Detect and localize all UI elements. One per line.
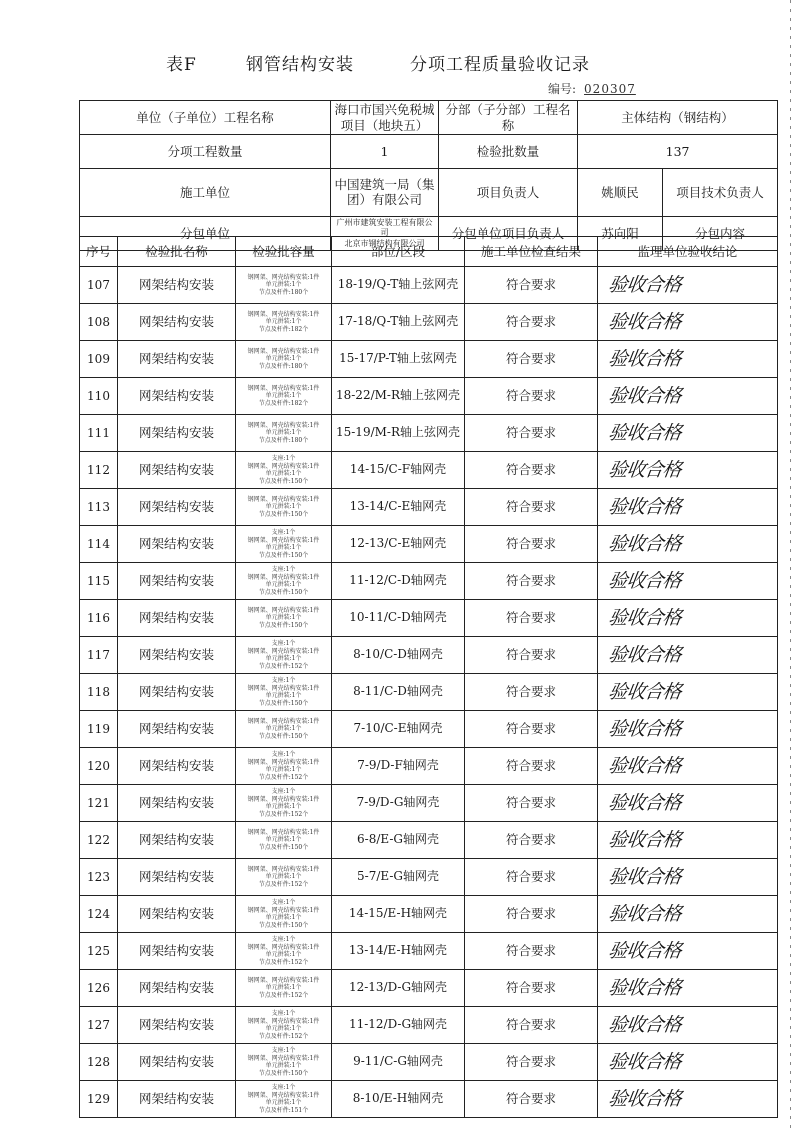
contractor-label: 施工单位 [80,169,331,217]
table-row [80,341,778,378]
col-location: 部位/区段 [332,237,465,267]
row-name: 网架结构安装 [118,452,236,489]
row-result: 符合要求 [465,378,598,415]
row-capacity [236,748,332,785]
row-capacity [236,1007,332,1044]
capacity-line: 节点及杆件:150个 [258,510,309,518]
row-no: 118 [80,674,118,711]
row-result: 符合要求 [465,970,598,1007]
row-location: 18-22/M-R轴上弦网壳 [332,378,465,415]
row-no: 113 [80,489,118,526]
row-conclusion-signature: 验收合格 [595,1081,780,1118]
table-row [80,526,778,563]
table-row [80,933,778,970]
capacity-line: 支座:1个 [271,1010,296,1017]
capacity-line: 支座:1个 [271,566,296,573]
row-conclusion-signature: 验收合格 [595,711,780,748]
row-no: 123 [80,859,118,896]
capacity-line: 节点及杆件:180个 [258,288,309,296]
capacity-line: 节点及杆件:150个 [258,1069,309,1077]
doc-no-label: 编号: [548,82,577,96]
capacity-line: 钢网架、网壳结构安装:1件 [247,943,320,951]
row-result: 符合要求 [465,452,598,489]
row-name: 网架结构安装 [118,489,236,526]
row-capacity [236,267,332,304]
capacity-line: 钢网架、网壳结构安装:1件 [247,573,320,581]
row-no: 124 [80,896,118,933]
row-name: 网架结构安装 [118,674,236,711]
row-conclusion-signature: 验收合格 [595,452,780,489]
row-no: 112 [80,452,118,489]
row-location: 6-8/E-G轴网壳 [332,822,465,859]
row-location: 5-7/E-G轴网壳 [332,859,465,896]
row-no: 109 [80,341,118,378]
row-capacity [236,859,332,896]
row-no: 128 [80,1044,118,1081]
capacity-line: 单元拼装:1个 [265,1025,302,1032]
capacity-line: 节点及杆件:150个 [258,621,309,629]
row-conclusion-signature: 验收合格 [595,600,780,637]
row-conclusion-signature: 验收合格 [595,970,780,1007]
row-conclusion-signature: 验收合格 [595,341,780,378]
capacity-line: 支座:1个 [271,529,296,536]
table-row [80,378,778,415]
row-result: 符合要求 [465,267,598,304]
row-capacity [236,452,332,489]
row-location: 14-15/E-H轴网壳 [332,896,465,933]
capacity-line: 支座:1个 [271,788,296,795]
capacity-line: 单元拼装:1个 [265,655,302,662]
row-result: 符合要求 [465,304,598,341]
table-row [80,637,778,674]
row-no: 127 [80,1007,118,1044]
row-name: 网架结构安装 [118,341,236,378]
row-conclusion-signature: 验收合格 [595,785,780,822]
row-no: 107 [80,267,118,304]
table-row [80,822,778,859]
capacity-line: 节点及杆件:182个 [258,399,309,407]
table-row [80,304,778,341]
table-row [80,415,778,452]
qty-value: 1 [331,135,439,169]
capacity-line: 节点及杆件:150个 [258,699,309,707]
row-capacity [236,341,332,378]
capacity-line: 钢网架、网壳结构安装:1件 [247,462,320,470]
row-name: 网架结构安装 [118,859,236,896]
row-name: 网架结构安装 [118,600,236,637]
capacity-line: 钢网架、网壳结构安装:1件 [247,536,320,544]
row-conclusion-signature: 验收合格 [595,896,780,933]
row-capacity [236,637,332,674]
row-location: 7-9/D-F轴网壳 [332,748,465,785]
row-no: 110 [80,378,118,415]
subcon-label: 分包单位 [80,216,331,250]
row-name: 网架结构安装 [118,970,236,1007]
table-row [80,489,778,526]
document-number [548,80,636,97]
row-result: 符合要求 [465,526,598,563]
row-no: 129 [80,1081,118,1118]
inspection-batch-table [79,236,778,1118]
capacity-line: 支座:1个 [271,640,296,647]
row-capacity [236,415,332,452]
col-name: 检验批名称 [118,237,236,267]
row-capacity [236,526,332,563]
row-conclusion-signature: 验收合格 [595,415,780,452]
row-conclusion-signature: 验收合格 [595,674,780,711]
capacity-line: 支座:1个 [271,455,296,462]
row-no: 126 [80,970,118,1007]
row-result: 符合要求 [465,859,598,896]
row-conclusion-signature: 验收合格 [595,489,780,526]
row-name: 网架结构安装 [118,1044,236,1081]
form-code: 表F [166,55,197,75]
row-conclusion-signature: 验收合格 [595,1007,780,1044]
row-result: 符合要求 [465,600,598,637]
capacity-line: 单元拼装:1个 [265,429,302,437]
row-location: 15-19/M-R轴上弦网壳 [332,415,465,452]
row-capacity [236,785,332,822]
capacity-line: 钢网架、网壳结构安装:1件 [247,421,320,429]
row-no: 121 [80,785,118,822]
capacity-line: 节点及杆件:152个 [258,773,309,781]
col-no: 序号 [80,237,118,267]
capacity-line: 单元拼装:1个 [265,318,302,326]
row-name: 网架结构安装 [118,304,236,341]
row-result: 符合要求 [465,489,598,526]
row-conclusion-signature: 验收合格 [595,378,780,415]
capacity-line: 单元拼装:1个 [265,914,302,921]
table-header-row [80,237,778,267]
capacity-line: 单元拼装:1个 [265,692,302,699]
row-capacity [236,674,332,711]
capacity-line: 单元拼装:1个 [265,873,302,881]
capacity-line: 钢网架、网壳结构安装:1件 [247,606,320,614]
capacity-line: 节点及杆件:152个 [258,958,309,966]
capacity-line: 支座:1个 [271,751,296,758]
capacity-line: 单元拼装:1个 [265,951,302,958]
row-location: 8-11/C-D轴网壳 [332,674,465,711]
row-conclusion-signature: 验收合格 [595,637,780,674]
capacity-line: 钢网架、网壳结构安装:1件 [247,758,320,766]
capacity-line: 节点及杆件:150个 [258,588,309,596]
subcon-content-label: 分包内容 [663,216,778,250]
capacity-line: 节点及杆件:182个 [258,325,309,333]
work-item-name: 钢管结构安装 [246,55,354,75]
row-location: 18-19/Q-T轴上弦网壳 [332,267,465,304]
row-location: 11-12/D-G轴网壳 [332,1007,465,1044]
capacity-line: 支座:1个 [271,1047,296,1054]
row-capacity [236,1081,332,1118]
batch-label: 检验批数量 [439,135,578,169]
capacity-line: 钢网架、网壳结构安装:1件 [247,976,320,984]
row-result: 符合要求 [465,1007,598,1044]
table-row [80,1044,778,1081]
row-location: 12-13/C-E轴网壳 [332,526,465,563]
capacity-line: 单元拼装:1个 [265,503,302,511]
row-name: 网架结构安装 [118,896,236,933]
capacity-line: 钢网架、网壳结构安装:1件 [247,647,320,655]
capacity-line: 单元拼装:1个 [265,1099,302,1106]
row-conclusion-signature: 验收合格 [595,563,780,600]
capacity-line: 节点及杆件:152个 [258,1032,309,1040]
row-capacity [236,822,332,859]
row-result: 符合要求 [465,822,598,859]
row-result: 符合要求 [465,563,598,600]
row-name: 网架结构安装 [118,822,236,859]
row-capacity [236,304,332,341]
record-title: 分项工程质量验收记录 [410,55,590,75]
capacity-line: 单元拼装:1个 [265,544,302,551]
row-capacity [236,896,332,933]
table-row [80,785,778,822]
capacity-line: 单元拼装:1个 [265,581,302,588]
row-location: 17-18/Q-T轴上弦网壳 [332,304,465,341]
capacity-line: 钢网架、网壳结构安装:1件 [247,273,320,281]
capacity-line: 节点及杆件:180个 [258,436,309,444]
row-result: 符合要求 [465,896,598,933]
pm-value: 姚顺民 [578,169,663,217]
table-row [80,711,778,748]
row-no: 114 [80,526,118,563]
capacity-line: 钢网架、网壳结构安装:1件 [247,684,320,692]
table-row [80,600,778,637]
row-conclusion-signature: 验收合格 [595,526,780,563]
row-no: 125 [80,933,118,970]
row-name: 网架结构安装 [118,748,236,785]
capacity-line: 单元拼装:1个 [265,836,302,844]
capacity-line: 钢网架、网壳结构安装:1件 [247,384,320,392]
capacity-line: 节点及杆件:150个 [258,843,309,851]
table-row [80,1007,778,1044]
table-row [80,970,778,1007]
col-result: 施工单位检查结果 [465,237,598,267]
row-name: 网架结构安装 [118,711,236,748]
capacity-line: 节点及杆件:152个 [258,662,309,670]
capacity-line: 钢网架、网壳结构安装:1件 [247,795,320,803]
capacity-line: 钢网架、网壳结构安装:1件 [247,906,320,914]
unit-label: 单位（子单位）工程名称 [80,101,331,135]
row-result: 符合要求 [465,711,598,748]
capacity-line: 钢网架、网壳结构安装:1件 [247,495,320,503]
row-location: 7-10/C-E轴网壳 [332,711,465,748]
table-row [80,563,778,600]
capacity-line: 节点及杆件:152个 [258,991,309,999]
row-no: 119 [80,711,118,748]
row-capacity [236,933,332,970]
row-result: 符合要求 [465,748,598,785]
subcon-pm-label: 分包单位项目负责人 [439,216,578,250]
row-location: 8-10/E-H轴网壳 [332,1081,465,1118]
row-location: 13-14/C-E轴网壳 [332,489,465,526]
row-name: 网架结构安装 [118,933,236,970]
capacity-line: 钢网架、网壳结构安装:1件 [247,1017,320,1025]
row-result: 符合要求 [465,415,598,452]
capacity-line: 单元拼装:1个 [265,984,302,992]
capacity-line: 钢网架、网壳结构安装:1件 [247,347,320,355]
document-title [0,50,800,76]
row-location: 15-17/P-T轴上弦网壳 [332,341,465,378]
project-info-table [79,100,778,251]
sub-value: 主体结构（钢结构） [578,101,778,135]
pm-label: 项目负责人 [439,169,578,217]
row-name: 网架结构安装 [118,637,236,674]
row-name: 网架结构安装 [118,415,236,452]
capacity-line: 节点及杆件:180个 [258,362,309,370]
row-no: 117 [80,637,118,674]
capacity-line: 钢网架、网壳结构安装:1件 [247,310,320,318]
row-location: 11-12/C-D轴网壳 [332,563,465,600]
row-no: 111 [80,415,118,452]
row-conclusion-signature: 验收合格 [595,748,780,785]
sub-label: 分部（子分部）工程名称 [439,101,578,135]
doc-no-value: 020307 [584,82,636,96]
qty-label: 分项工程数量 [80,135,331,169]
row-location: 10-11/C-D轴网壳 [332,600,465,637]
row-location: 9-11/C-G轴网壳 [332,1044,465,1081]
capacity-line: 单元拼装:1个 [265,614,302,622]
capacity-line: 钢网架、网壳结构安装:1件 [247,828,320,836]
row-capacity [236,378,332,415]
table-row [80,896,778,933]
row-result: 符合要求 [465,1044,598,1081]
subcon-pm-value: 苏向阳 [578,216,663,250]
row-location: 14-15/C-F轴网壳 [332,452,465,489]
capacity-line: 单元拼装:1个 [265,281,302,289]
tech-label: 项目技术负责人 [663,169,778,217]
row-location: 12-13/D-G轴网壳 [332,970,465,1007]
table-row [80,859,778,896]
row-no: 116 [80,600,118,637]
row-name: 网架结构安装 [118,526,236,563]
col-conclusion: 监理单位验收结论 [598,237,778,267]
row-result: 符合要求 [465,1081,598,1118]
row-no: 122 [80,822,118,859]
capacity-line: 节点及杆件:152个 [258,880,309,888]
subcon-value: 广州市建筑安装工程有限公司 北京市钢结构有限公司 [331,216,439,250]
row-no: 115 [80,563,118,600]
row-result: 符合要求 [465,341,598,378]
capacity-line: 节点及杆件:150个 [258,477,309,485]
row-capacity [236,489,332,526]
capacity-line: 单元拼装:1个 [265,355,302,363]
capacity-line: 钢网架、网壳结构安装:1件 [247,865,320,873]
table-row [80,267,778,304]
capacity-line: 单元拼装:1个 [265,1062,302,1069]
table-row [80,452,778,489]
row-conclusion-signature: 验收合格 [595,822,780,859]
capacity-line: 节点及杆件:150个 [258,921,309,929]
row-location: 8-10/C-D轴网壳 [332,637,465,674]
capacity-line: 单元拼装:1个 [265,392,302,400]
row-capacity [236,970,332,1007]
capacity-line: 单元拼装:1个 [265,470,302,477]
capacity-line: 支座:1个 [271,899,296,906]
row-result: 符合要求 [465,637,598,674]
capacity-line: 节点及杆件:152个 [258,810,309,818]
col-capacity: 检验批容量 [236,237,332,267]
row-conclusion-signature: 验收合格 [595,304,780,341]
row-result: 符合要求 [465,785,598,822]
capacity-line: 节点及杆件:150个 [258,551,309,559]
capacity-line: 单元拼装:1个 [265,766,302,773]
row-name: 网架结构安装 [118,1007,236,1044]
row-result: 符合要求 [465,933,598,970]
row-conclusion-signature: 验收合格 [595,1044,780,1081]
row-result: 符合要求 [465,674,598,711]
capacity-line: 节点及杆件:151个 [258,1106,309,1114]
row-no: 120 [80,748,118,785]
row-capacity [236,563,332,600]
row-capacity [236,1044,332,1081]
row-location: 7-9/D-G轴网壳 [332,785,465,822]
row-no: 108 [80,304,118,341]
table-row [80,748,778,785]
capacity-line: 钢网架、网壳结构安装:1件 [247,1054,320,1062]
row-name: 网架结构安装 [118,785,236,822]
capacity-line: 钢网架、网壳结构安装:1件 [247,1091,320,1099]
unit-value: 海口市国兴免税城项目（地块五） [331,101,439,135]
capacity-line: 节点及杆件:150个 [258,732,309,740]
row-location: 13-14/E-H轴网壳 [332,933,465,970]
capacity-line: 支座:1个 [271,677,296,684]
capacity-line: 钢网架、网壳结构安装:1件 [247,717,320,725]
row-conclusion-signature: 验收合格 [595,859,780,896]
batch-value: 137 [578,135,778,169]
row-capacity [236,711,332,748]
row-name: 网架结构安装 [118,563,236,600]
capacity-line: 支座:1个 [271,1084,296,1091]
scan-edge-line [790,0,791,1132]
table-row [80,1081,778,1118]
capacity-line: 支座:1个 [271,936,296,943]
row-capacity [236,600,332,637]
capacity-line: 单元拼装:1个 [265,725,302,733]
row-name: 网架结构安装 [118,1081,236,1118]
table-row [80,674,778,711]
capacity-line: 单元拼装:1个 [265,803,302,810]
row-conclusion-signature: 验收合格 [595,267,780,304]
row-name: 网架结构安装 [118,378,236,415]
contractor-value: 中国建筑一局（集团）有限公司 [331,169,439,217]
row-name: 网架结构安装 [118,267,236,304]
row-conclusion-signature: 验收合格 [595,933,780,970]
